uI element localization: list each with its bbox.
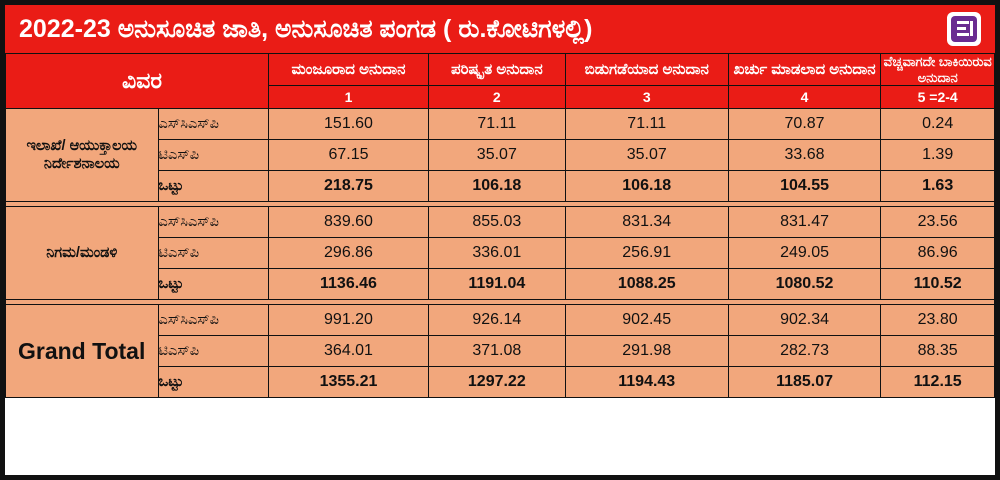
cell-value: 112.15 <box>881 367 995 398</box>
cell-value: 67.15 <box>269 140 429 171</box>
cell-value: 35.07 <box>565 140 728 171</box>
column-number-4: 4 <box>728 86 881 109</box>
cell-value: 0.24 <box>881 109 995 140</box>
column-header-spent: ಖರ್ಚು ಮಾಡಲಾದ ಅನುದಾನ <box>728 54 881 86</box>
cell-value: 88.35 <box>881 336 995 367</box>
cell-value: 1194.43 <box>565 367 728 398</box>
cell-value: 831.47 <box>728 207 881 238</box>
column-number-2: 2 <box>428 86 565 109</box>
row-label: ಒಟ್ಟು <box>158 367 268 398</box>
cell-value: 106.18 <box>428 171 565 202</box>
table-row <box>6 207 995 238</box>
group-label-grand-total: Grand Total <box>6 305 159 398</box>
cell-value: 991.20 <box>269 305 429 336</box>
cell-value: 839.60 <box>269 207 429 238</box>
cell-value: 282.73 <box>728 336 881 367</box>
cell-value: 218.75 <box>269 171 429 202</box>
cell-value: 33.68 <box>728 140 881 171</box>
cell-value: 86.96 <box>881 238 995 269</box>
data-table <box>5 53 995 398</box>
cell-value: 23.56 <box>881 207 995 238</box>
cell-value: 71.11 <box>565 109 728 140</box>
cell-value: 371.08 <box>428 336 565 367</box>
cell-value: 70.87 <box>728 109 881 140</box>
row-label: ಎಸ್‌ಸಿಎಸ್‌ಪಿ <box>158 109 268 140</box>
cell-value: 1.63 <box>881 171 995 202</box>
cell-value: 23.80 <box>881 305 995 336</box>
cell-value: 336.01 <box>428 238 565 269</box>
cell-value: 902.34 <box>728 305 881 336</box>
cell-value: 855.03 <box>428 207 565 238</box>
column-header-released: ಬಿಡುಗಡೆಯಾದ ಅನುದಾನ <box>565 54 728 86</box>
cell-value: 1355.21 <box>269 367 429 398</box>
cell-value: 1088.25 <box>565 269 728 300</box>
cell-value: 1136.46 <box>269 269 429 300</box>
cell-value: 902.45 <box>565 305 728 336</box>
row-label: ಎಸ್‌ಸಿಎಸ್‌ಪಿ <box>158 207 268 238</box>
cell-value: 296.86 <box>269 238 429 269</box>
cell-value: 364.01 <box>269 336 429 367</box>
column-header-revised: ಪರಿಷ್ಕೃತ ಅನುದಾನ <box>428 54 565 86</box>
news-logo-icon <box>947 12 981 46</box>
title-bar <box>5 5 995 53</box>
row-label: ಒಟ್ಟು <box>158 269 268 300</box>
table-header-row <box>6 54 995 86</box>
column-header-detail: ವಿವರ <box>6 54 269 109</box>
cell-value: 1080.52 <box>728 269 881 300</box>
cell-value: 1.39 <box>881 140 995 171</box>
row-label: ಟಿಎಸ್‌ಪಿ <box>158 238 268 269</box>
table-row <box>6 305 995 336</box>
cell-value: 291.98 <box>565 336 728 367</box>
row-label: ಒಟ್ಟು <box>158 171 268 202</box>
cell-value: 110.52 <box>881 269 995 300</box>
cell-value: 1191.04 <box>428 269 565 300</box>
cell-value: 106.18 <box>565 171 728 202</box>
cell-value: 256.91 <box>565 238 728 269</box>
row-label: ಟಿಎಸ್‌ಪಿ <box>158 336 268 367</box>
page-title: 2022-23 ಅನುಸೂಚಿತ ಜಾತಿ, ಅನುಸೂಚಿತ ಪಂಗಡ ( ರು.ಕೋಟಿಗಳಲ್ಲಿ) <box>19 14 593 43</box>
cell-value: 151.60 <box>269 109 429 140</box>
row-label: ಟಿಎಸ್‌ಪಿ <box>158 140 268 171</box>
column-number-5: 5 =2-4 <box>881 86 995 109</box>
column-number-1: 1 <box>269 86 429 109</box>
cell-value: 1297.22 <box>428 367 565 398</box>
cell-value: 1185.07 <box>728 367 881 398</box>
group-label-department: ಇಲಾಖೆ/ ಆಯುಕ್ತಾಲಯ ನಿರ್ದೇಶನಾಲಯ <box>6 109 159 202</box>
cell-value: 926.14 <box>428 305 565 336</box>
table-row <box>6 109 995 140</box>
column-number-3: 3 <box>565 86 728 109</box>
column-header-sanctioned: ಮಂಜೂರಾದ ಅನುದಾನ <box>269 54 429 86</box>
cell-value: 249.05 <box>728 238 881 269</box>
row-label: ಎಸ್‌ಸಿಎಸ್‌ಪಿ <box>158 305 268 336</box>
cell-value: 71.11 <box>428 109 565 140</box>
cell-value: 831.34 <box>565 207 728 238</box>
group-label-corporation: ನಿಗಮ/ಮಂಡಳಿ <box>6 207 159 300</box>
cell-value: 35.07 <box>428 140 565 171</box>
cell-value: 104.55 <box>728 171 881 202</box>
column-header-unspent: ವೆಚ್ಚವಾಗದೇ ಬಾಕಿಯಿರುವ ಅನುದಾನ <box>881 54 995 86</box>
